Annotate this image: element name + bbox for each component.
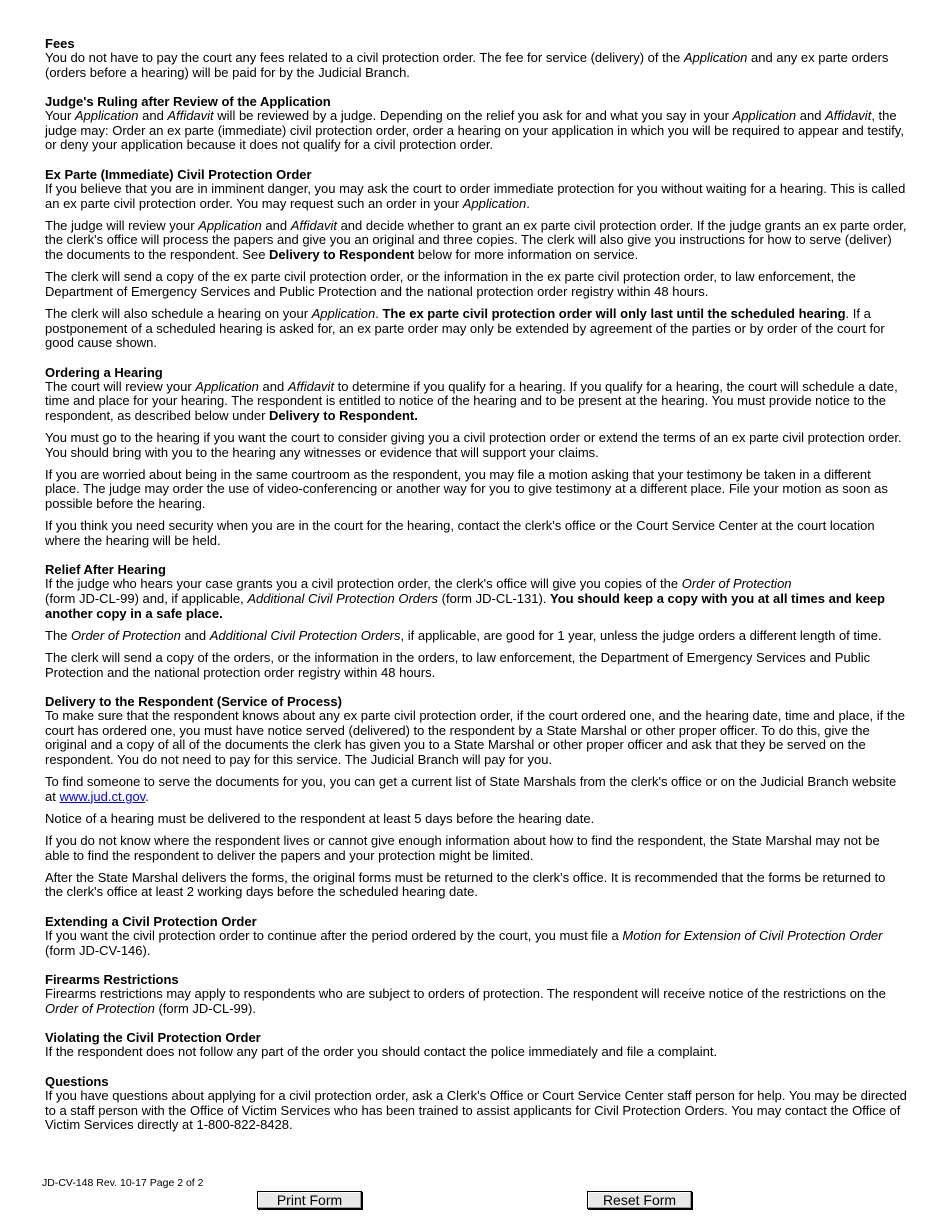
section-extending (45, 914, 907, 958)
text-run: , the judge may: Order an ex parte (immediate) civil protection order, order a hearing on your application in which you will be required to appear and testify, or deny your application because it does not qualify for a civil protection order. (45, 108, 904, 153)
section-heading: Firearms Restrictions (45, 972, 179, 988)
text-run: (form JD-CL-99). (154, 1000, 256, 1016)
text-run: Notice of a hearing must be delivered to the respondent at least 5 days before the hearing date. (45, 810, 595, 826)
reset-form-button[interactable]: Reset Form (587, 1191, 692, 1209)
section-questions (45, 1074, 907, 1133)
text-run: If you are worried about being in the same courtroom as the respondent, you may file a motion asking that your testimony be taken in a different place. The judge may order the use of video-conferencing or another way for you to give testimony at a different place. File your motion as soon as possible before the hearing. (45, 466, 888, 512)
paragraph (45, 812, 907, 827)
text-run: After the State Marshal delivers the forms, the original forms must be returned to the clerk's office. It is recommended that the forms be returned to the clerk's office at least 2 working days before the scheduled hearing date. (45, 869, 886, 900)
paragraph (45, 380, 907, 424)
text-run: and (180, 627, 210, 643)
section-judges-ruling (45, 94, 907, 153)
text-run: Your (45, 108, 75, 124)
italic-text: Application (732, 108, 797, 124)
section-delivery (45, 694, 907, 900)
text-run: The judge will review your (45, 217, 199, 233)
paragraph (45, 1089, 907, 1133)
section-heading: Questions (45, 1074, 109, 1090)
text-run: To make sure that the respondent knows about any ex parte civil protection order, if the court ordered one, and the hearing date, time and place, if the court has ordered one, you must have notice served (delivered) to the respondent by a State Marshal or other proper officer. To do this, give the original and a copy of all of the documents the clerk has given you to a State Marshal or other proper officer and ask that they be served on the respondent. You do not need to pay for this service. The Judicial Branch will pay for you. (45, 708, 905, 767)
paragraph (45, 270, 907, 299)
text-run: If you do not know where the respondent lives or cannot give enough information about how to find the respondent, the State Marshal may not be able to find the respondent to deliver the papers and your protection might be limited. (45, 833, 880, 863)
paragraph (45, 987, 907, 1016)
text-run: (form JD-CL-99) and, if applicable, (45, 591, 248, 606)
italic-text: Order of Protection (681, 576, 792, 592)
paragraph (45, 629, 907, 644)
text-run: and (138, 108, 168, 124)
paragraph (45, 929, 907, 958)
paragraph (45, 709, 907, 767)
paragraph (45, 577, 907, 621)
text-run: If you want the civil protection order to continue after the period ordered by the court, you must file a (45, 928, 623, 944)
text-run: The clerk will send a copy of the ex parte civil protection order, or the information in the ex parte civil protection order, to law enforcement, the Department of Emergency Services and Public Protection and the national protection order registry within 48 hours. (45, 269, 856, 299)
paragraph (45, 109, 907, 153)
text-run: will be reviewed by a judge. Depending on the relief you ask for and what you say in your (213, 108, 733, 124)
text-run: The court will review your (45, 378, 196, 394)
section-heading: Fees (45, 36, 75, 51)
italic-text: Order of Protection (45, 1000, 155, 1016)
text-run: You do not have to pay the court any fees related to a civil protection order. The fee for service (delivery) of the (45, 50, 684, 65)
text-run: and (261, 217, 291, 233)
bold-text: The ex parte civil protection order will only last until the scheduled hearing (382, 305, 846, 321)
text-run: The clerk will also schedule a hearing on your (45, 305, 312, 321)
text-run: and decide whether to grant an ex parte civil protection order. If the judge grants an ex parte order, the clerk's office will process the papers and give you an original and three copies. The clerk will also give you instructions for how to serve (deliver) the documents to the respondent. See (45, 217, 907, 262)
italic-text: Application (683, 50, 748, 65)
italic-text: Motion for Extension of Civil Protection Order (622, 928, 883, 944)
text-run: You must go to the hearing if you want the court to consider giving you a civil protection order or extend the terms of an ex parte civil protection order. You should bring with you to the hearing any witnesses or evidence that will support your claims. (45, 430, 902, 460)
bold-text: Delivery to Respondent (269, 246, 415, 262)
text-run: If you have questions about applying for a civil protection order, ask a Clerk's Office or Court Service Center staff person for help. You may be directed to a staff person with the Office of Victim Services who has been trained to assist applicants for Civil Protection Orders. You may contact the Office of Victim Services directly at 1-800-822-8428. (45, 1088, 907, 1133)
section-ordering-hearing (45, 365, 907, 549)
paragraph (45, 1045, 907, 1060)
italic-text: Application (311, 305, 376, 321)
section-heading: Relief After Hearing (45, 562, 166, 578)
bold-text: You should keep a copy with you at all times and keep another copy in a safe place. (45, 591, 885, 621)
website-link[interactable]: www.jud.ct.gov (59, 788, 146, 804)
italic-text: Affidavit (290, 217, 337, 233)
text-run: below for more information on service. (414, 246, 639, 262)
text-run: (form JD-CL-131). (438, 591, 551, 606)
text-run: If you believe that you are in imminent danger, you may ask the court to order immediate protection for you without waiting for a hearing. This is called an ex parte civil protection order. You may request such an order in your (45, 180, 906, 211)
italic-text: Affidavit (825, 108, 872, 124)
paragraph (45, 307, 907, 351)
text-run: If the respondent does not follow any part of the order you should contact the police immediately and file a complaint. (45, 1044, 718, 1060)
italic-text: Order of Protection (71, 627, 181, 643)
print-form-button[interactable]: Print Form (257, 1191, 362, 1209)
paragraph (45, 219, 907, 263)
italic-text: Application (74, 108, 139, 124)
text-run: and (796, 108, 826, 124)
paragraph (45, 651, 907, 680)
paragraph (45, 468, 907, 512)
paragraph (45, 775, 907, 804)
section-heading: Extending a Civil Protection Order (45, 914, 257, 930)
section-violating (45, 1030, 907, 1060)
text-run: Firearms restrictions may apply to respondents who are subject to orders of protection. The respondent will receive notice of the restrictions on the (45, 986, 886, 1002)
paragraph (45, 51, 907, 80)
text-run: and any ex parte orders (orders before a hearing) will be paid for by the Judicial Branch. (45, 50, 889, 80)
section-heading: Delivery to the Respondent (Service of Process) (45, 694, 342, 710)
section-heading: Violating the Civil Protection Order (45, 1030, 261, 1046)
text-run: If the judge who hears your case grants you a civil protection order, the clerk's office will give you copies of the (45, 576, 682, 592)
text-run: . (145, 788, 149, 804)
italic-text: Application (462, 195, 527, 211)
section-ex-parte (45, 167, 907, 351)
italic-text: Application (198, 217, 262, 233)
paragraph (45, 834, 907, 863)
text-run: . (375, 305, 383, 321)
section-heading: Ex Parte (Immediate) Civil Protection Order (45, 166, 312, 182)
text-run: The (45, 627, 72, 643)
paragraph (45, 871, 907, 900)
text-run: . If a postponement of a scheduled hearing is asked for, an ex parte order may only be extended by agreement of the parties or by order of the court for good cause shown. (45, 305, 885, 351)
section-relief-after-hearing (45, 562, 907, 680)
text-run: to determine if you qualify for a hearing. If you qualify for a hearing, the court will schedule a date, time and place for your hearing. The respondent is entitled to notice of the hearing and to be present at the hearing. You must provide notice to the respondent, as described below under (45, 378, 898, 423)
italic-text: Affidavit (167, 108, 214, 124)
italic-text: Additional Civil Protection Orders (247, 591, 439, 606)
section-heading: Ordering a Hearing (45, 364, 163, 380)
text-run: and (258, 378, 288, 394)
paragraph (45, 519, 907, 548)
text-run: , if applicable, are good for 1 year, unless the judge orders a different length of time. (400, 627, 882, 643)
section-firearms (45, 972, 907, 1016)
text-run: The clerk will send a copy of the orders, or the information in the orders, to law enforcement, the Department of Emergency Services and Public Protection and the national protection order registry within 48 hours. (45, 649, 871, 680)
document-body (45, 36, 907, 1147)
text-run: . (526, 195, 530, 211)
italic-text: Application (195, 378, 259, 394)
paragraph (45, 182, 907, 211)
text-run: To find someone to serve the documents for you, you can get a current list of State Marshals from the clerk's office or on the Judicial Branch website at (45, 774, 897, 804)
text-run: (form JD-CV-146). (45, 942, 151, 958)
italic-text: Affidavit (287, 378, 335, 394)
section-fees (45, 36, 907, 80)
italic-text: Additional Civil Protection Orders (209, 627, 401, 643)
paragraph (45, 431, 907, 460)
section-heading: Judge's Ruling after Review of the Application (45, 94, 331, 110)
form-code-footer: JD-CV-148 Rev. 10-17 Page 2 of 2 (42, 1177, 204, 1189)
text-run: If you think you need security when you are in the court for the hearing, contact the clerk's office or the Court Service Center at the court location where the hearing will be held. (45, 518, 875, 548)
bold-text: Delivery to Respondent. (269, 407, 418, 423)
